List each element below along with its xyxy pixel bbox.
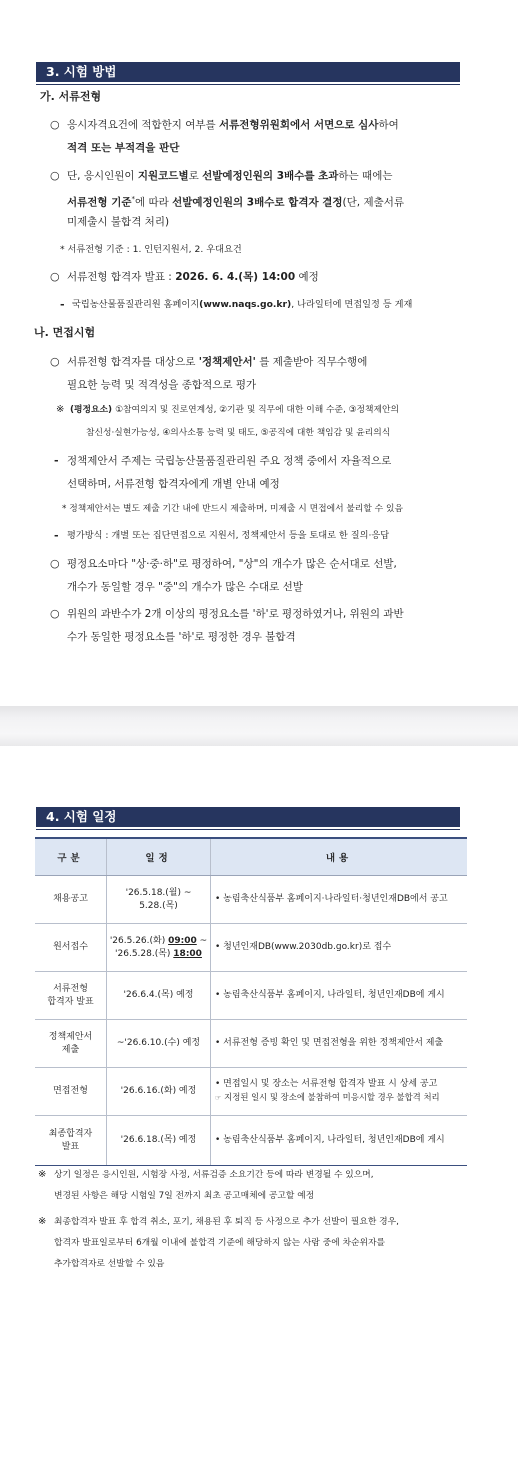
row-date: '26.6.4.(목) 예정	[107, 972, 211, 1020]
table-row	[35, 1020, 467, 1068]
table-row	[35, 924, 467, 972]
ga-item2-line3: 미제출시 불합격 처리)	[67, 216, 170, 228]
row-date: '26.6.18.(목) 예정	[107, 1116, 211, 1166]
na-item3-line1: 위원의 과반수가 2개 이상의 평정요소를 '하'로 평정하였거나, 위원의 과반	[67, 608, 404, 620]
ga-item2-line1: 단, 응시인원이 지원코드별로 선발예정인원의 3배수를 초과하는 때에는	[67, 170, 393, 182]
row-label: 최종합격자 발표	[35, 1116, 107, 1166]
row-label: 정책제안서 제출	[35, 1020, 107, 1068]
table-row	[35, 876, 467, 924]
section-4-title: 4. 시험 일정	[36, 807, 460, 827]
table-header-row	[35, 838, 467, 876]
row-content: • 농림축산식품부 홈페이지, 나라일터, 청년인재DB에 게시	[211, 1116, 468, 1166]
pointing-hand-icon: ☞	[215, 1094, 222, 1102]
ga-note: * 서류전형 기준 : 1. 인턴지원서, 2. 우대요건	[60, 244, 242, 255]
circle-bullet-icon: ○	[50, 270, 60, 283]
circle-bullet-icon: ○	[50, 355, 60, 368]
na-sub1-line1: 정책제안서 주제는 국립농산물품질관리원 주요 정책 중에서 자율적으로	[67, 455, 392, 467]
note2-line2: 합격자 발표일로부터 6개월 이내에 불합격 기준에 해당하지 않는 사람 중에 차순위자를	[54, 1238, 385, 1248]
note2-line1: 최종합격자 발표 후 합격 취소, 포기, 채용된 후 퇴직 등 사정으로 추가 선발이 필요한 경우,	[54, 1217, 399, 1227]
section-3-title: 3. 시험 방법	[36, 62, 460, 82]
table-row	[35, 972, 467, 1020]
row-label: 면접전형	[35, 1068, 107, 1116]
note1-line1: 상기 일정은 응시인원, 시험장 사정, 서류검증 소요기간 등에 따라 변경될 수 있으며,	[54, 1170, 374, 1180]
dash-bullet-icon: -	[54, 454, 59, 467]
row-date: '26.6.16.(화) 예정	[107, 1068, 211, 1116]
na-item1-line1: 서류전형 합격자를 대상으로 '정책제안서' 를 제출받아 직무수행에	[67, 356, 368, 368]
na-item2-line2: 개수가 동일할 경우 "중"의 개수가 많은 수대로 선발	[67, 581, 303, 593]
na-item3-line2: 수가 동일한 평정요소를 '하'로 평정한 경우 불합격	[67, 631, 296, 643]
dash-bullet-icon: -	[54, 529, 59, 542]
row-date: '26.5.26.(화) 09:00 ~ '26.5.28.(목) 18:00	[107, 924, 211, 972]
table-row	[35, 1068, 467, 1116]
header-content: 내용	[211, 838, 468, 876]
row-label: 채용공고	[35, 876, 107, 924]
na-item1-line2: 필요한 능력 및 적격성을 종합적으로 평가	[67, 379, 257, 391]
reference-mark-icon: ※	[56, 404, 65, 415]
na-criteria-line2: 참신성·실현가능성, ④의사소통 능력 및 태도, ⑤공직에 대한 책임감 및 윤리의식	[86, 428, 391, 438]
circle-bullet-icon: ○	[50, 118, 60, 131]
header-schedule: 일정	[107, 838, 211, 876]
na-sub1-line2: 선택하며, 서류전형 합격자에게 개별 안내 예정	[67, 478, 280, 490]
ga-sub: 국립농산물품질관리원 홈페이지(www.naqs.go.kr), 나라일터에 면접일정 등 게재	[72, 299, 413, 310]
dash-bullet-icon: -	[60, 298, 65, 311]
note2-line3: 추가합격자로 선발할 수 있음	[54, 1259, 165, 1269]
schedule-table	[35, 837, 467, 1166]
row-label: 서류전형 합격자 발표	[35, 972, 107, 1020]
row-content: • 면접일시 및 장소는 서류전형 합격자 발표 시 상세 공고 ☞ 지정된 일시 및 장소에 불참하여 미응시할 경우 불합격 처리	[211, 1068, 468, 1116]
section-3-ga-heading: 가. 서류전형	[40, 90, 102, 103]
page-separator	[0, 706, 518, 746]
ga-item1-line1: 응시자격요건에 적합한지 여부를 서류전형위원회에서 서면으로 심사하여	[67, 119, 399, 131]
row-content: • 청년인재DB(www.2030db.go.kr)로 접수	[211, 924, 468, 972]
document-page-1	[0, 0, 518, 706]
row-content: • 농림축산식품부 홈페이지·나라일터·청년인재DB에서 공고	[211, 876, 468, 924]
na-note: * 정책제안서는 별도 제출 기간 내에 반드시 제출하며, 미제출 시 면접에서 불리할 수 있음	[62, 504, 403, 514]
row-content: • 농림축산식품부 홈페이지, 나라일터, 청년인재DB에 게시	[211, 972, 468, 1020]
row-date: '26.5.18.(월) ~ 5.28.(목)	[107, 876, 211, 924]
row-date: ~'26.6.10.(수) 예정	[107, 1020, 211, 1068]
row-label: 원서접수	[35, 924, 107, 972]
circle-bullet-icon: ○	[50, 607, 60, 620]
circle-bullet-icon: ○	[50, 169, 60, 182]
row-content: • 서류전형 증빙 확인 및 면접전형을 위한 정책제안서 제출	[211, 1020, 468, 1068]
header-category: 구분	[35, 838, 107, 876]
ga-item3: 서류전형 합격자 발표 : 2026. 6. 4.(목) 14:00 예정	[67, 271, 319, 283]
na-item2-line1: 평정요소마다 "상·중·하"로 평정하여, "상"의 개수가 많은 순서대로 선발,	[67, 558, 397, 570]
ga-item2-line2: 서류전형 기준*에 따라 선발예정인원의 3배수로 합격자 결정(단, 제출서류	[67, 195, 405, 209]
ga-item1-line2: 적격 또는 부적격을 판단	[67, 142, 180, 154]
na-criteria-line1: (평정요소) ①참여의지 및 진로연계성, ②기관 및 직무에 대한 이해 수준, ③정책제안의	[70, 405, 399, 415]
na-sub2: 평가방식 : 개별 또는 집단면접으로 지원서, 정책제안서 등을 토대로 한 질의·응답	[67, 530, 390, 541]
reference-mark-icon: ※	[38, 1169, 47, 1180]
reference-mark-icon: ※	[38, 1216, 47, 1227]
section-3-na-heading: 나. 면접시험	[34, 326, 96, 339]
note1-line2: 변경된 사항은 해당 시험일 7일 전까지 최초 공고매체에 공고할 예정	[54, 1191, 315, 1201]
table-row	[35, 1116, 467, 1166]
circle-bullet-icon: ○	[50, 557, 60, 570]
